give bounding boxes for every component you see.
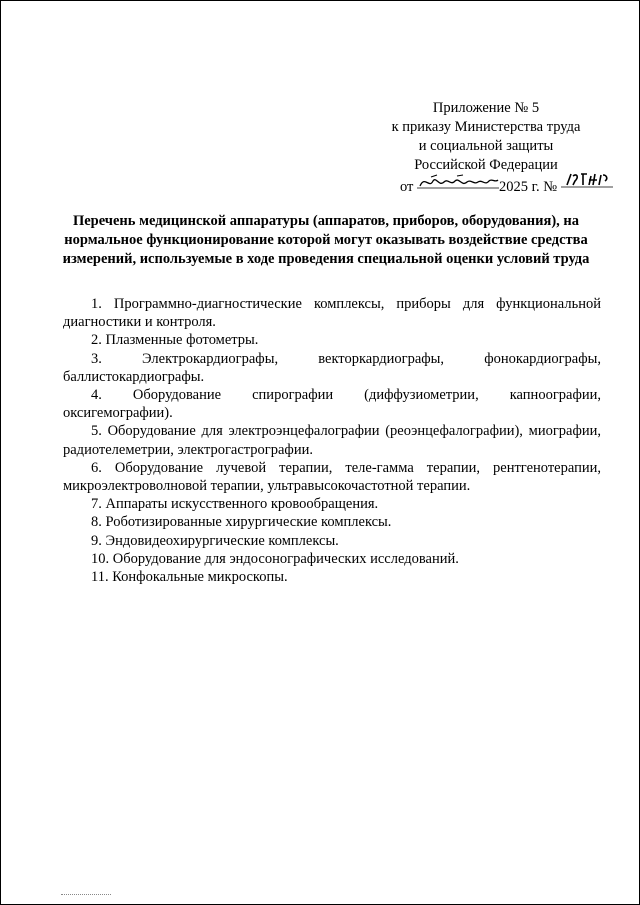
list-item: 4. Оборудование спирографии (диффузиометрии, капноографии, оксигемографии). xyxy=(63,387,601,422)
handwritten-order-number xyxy=(561,171,613,191)
list-item: 9. Эндовидеохирургические комплексы. xyxy=(91,532,339,549)
date-year: 2025 г. № xyxy=(499,179,558,195)
list-item: 3. Электрокардиографы, векторкардиографы, фонокардиографы, баллистокардиографы. xyxy=(63,350,601,385)
list-item: 11. Конфокальные микроскопы. xyxy=(91,569,288,586)
date-prefix: от xyxy=(400,179,414,195)
scan-mark xyxy=(61,894,111,897)
equipment-list xyxy=(63,295,601,586)
order-ref-line-1: к приказу Министерства труда xyxy=(391,119,581,135)
list-item: 2. Плазменные фотометры. xyxy=(91,332,259,349)
list-item: 10. Оборудование для эндосонографических исследований. xyxy=(91,550,459,567)
handwritten-date-signature xyxy=(417,173,499,191)
order-ref-line-2: и социальной защиты xyxy=(418,138,554,154)
list-item: 7. Аппараты искусственного кровообращения. xyxy=(91,496,379,513)
order-date-line xyxy=(400,171,600,197)
list-item: 5. Оборудование для электроэнцефалографии (реоэнцефалографии), миографии, радиотелеметрии, электрогастрографии. xyxy=(63,423,601,458)
list-item: 6. Оборудование лучевой терапии, теле-гамма терапии, рентгенотерапии, микроэлектроволновой терапии, ультравысокочастотной терапии. xyxy=(63,459,601,495)
order-ref-line-3: Российской Федерации xyxy=(414,157,558,173)
appendix-header xyxy=(381,99,591,175)
list-item: 1. Программно-диагностические комплексы, приборы для функциональной диагностики и контроля. xyxy=(63,296,601,331)
list-title: Перечень медицинской аппаратуры (аппаратов, приборов, оборудования), на нормальное функционирование которой могут оказывать воздействие средства измерений, используемые в ходе проведения специальной оценки условий труда xyxy=(62,213,590,267)
appendix-number: Приложение № 5 xyxy=(432,100,540,116)
list-item: 8. Роботизированные хирургические комплексы. xyxy=(91,514,392,531)
